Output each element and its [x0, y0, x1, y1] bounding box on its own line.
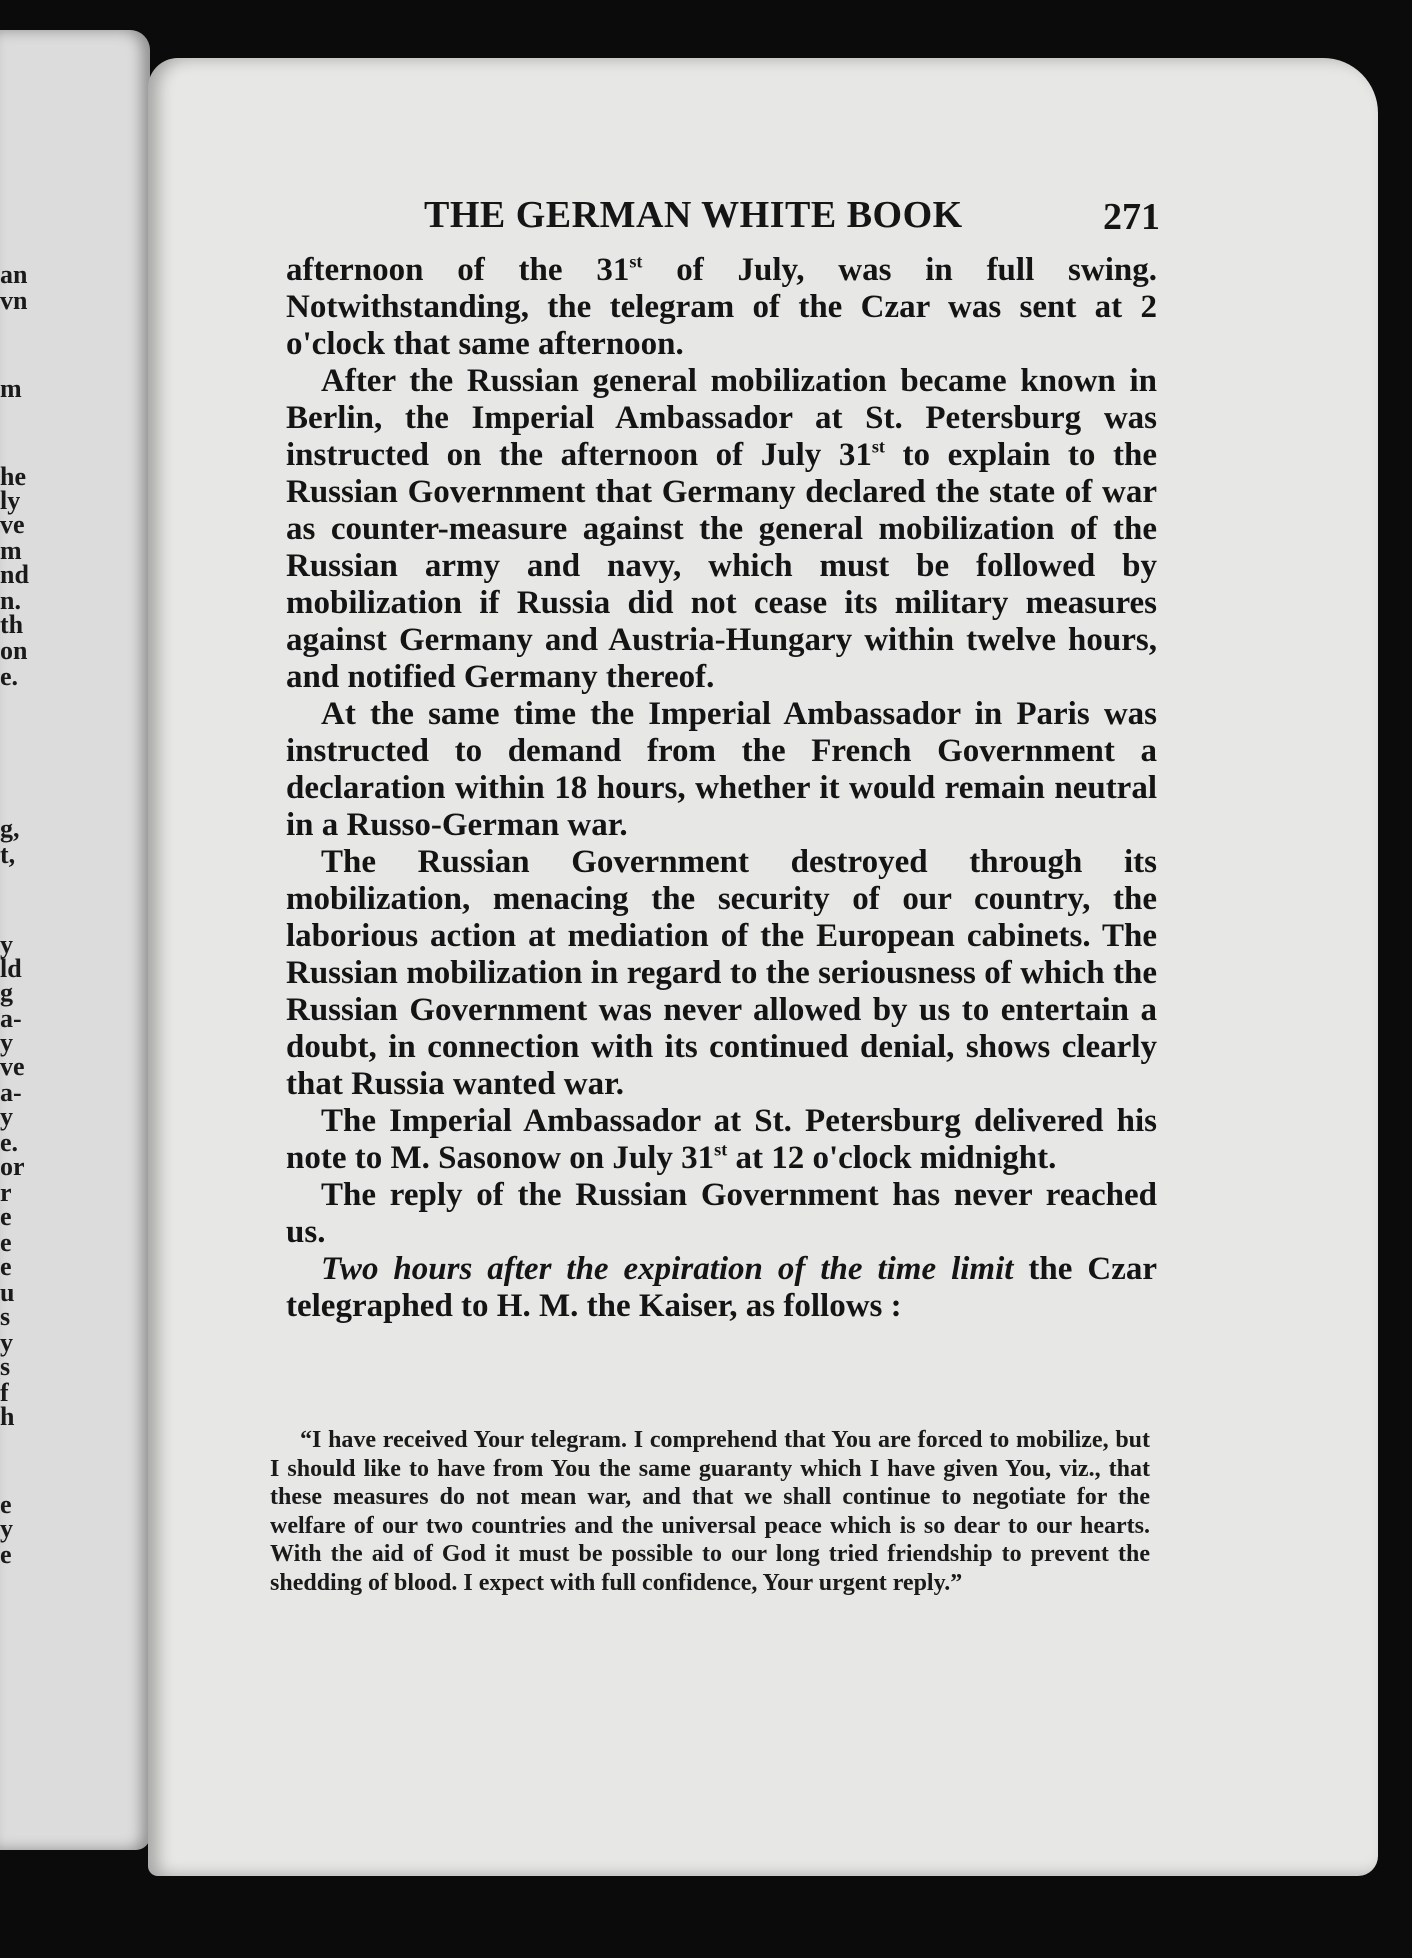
- left-page-fragment: m: [0, 374, 22, 403]
- left-page-fragment: y: [0, 1028, 13, 1057]
- left-page-fragment: u: [0, 1278, 15, 1307]
- left-page-fragment: h: [0, 1402, 15, 1431]
- left-page-fragment: on: [0, 636, 28, 665]
- page-number: 271: [1103, 196, 1160, 238]
- running-header: [424, 193, 1160, 241]
- left-page-fragment: n.: [0, 586, 21, 615]
- left-page-fragment: y: [0, 1514, 13, 1543]
- left-page-fragment: ve: [0, 1052, 25, 1081]
- left-page-fragment: g,: [0, 814, 20, 843]
- paragraph-4: The Russian Government destroyed through its mobilization, menacing the security of our country, the laborious action at mediation of the European cabinets. The Russian mobilization in regard to the seriousness of which the Russian Government was never allowed by us to entertain a doubt, in connection with its continued denial, shows clearly that Russia wanted war.: [286, 844, 1157, 1102]
- paragraph-1: afternoon of the 31st of July, was in full swing. Notwithstanding, the telegram of the Czar was sent at 2 o'clock that same afternoon.: [286, 251, 1157, 362]
- ordinal-suffix: st: [714, 1139, 728, 1160]
- left-page-fragment: an: [0, 260, 28, 289]
- italic-phrase: Two hours after the expiration of the time limit: [321, 1251, 1014, 1287]
- left-page-fragment: f: [0, 1378, 9, 1407]
- left-page-fragment: e: [0, 1490, 12, 1519]
- paragraph-2: After the Russian general mobilization became known in Berlin, the Imperial Ambassador at St. Petersburg was instructed on the afternoon of July 31st to explain to the Russian Government that Germany declared the state of war as counter-measure against the general mobilization of the Russian army and navy, which must be followed by mobilization if Russia did not cease its military measures against Germany and Austria-Hungary within twelve hours, and notified Germany thereof.: [286, 363, 1157, 695]
- left-page-fragment: a-: [0, 1004, 22, 1033]
- left-page-fragment: vn: [0, 286, 28, 315]
- left-page-fragment: th: [0, 610, 24, 639]
- ordinal-suffix: st: [871, 436, 885, 457]
- left-page-fragment: s: [0, 1302, 11, 1331]
- left-page-fragment: ve: [0, 510, 25, 539]
- left-page-fragment: ld: [0, 954, 22, 983]
- left-page-fragment: a-: [0, 1078, 22, 1107]
- left-page-fragment: e.: [0, 662, 19, 691]
- left-page-fragment: nd: [0, 560, 29, 589]
- left-page-edge: [0, 30, 150, 1850]
- left-page-fragment: he: [0, 462, 26, 491]
- paragraph-7-rest: the Czar telegraphed to H. M. the Kaiser, as follows :: [286, 1251, 1157, 1324]
- paragraph-3: At the same time the Imperial Ambassador in Paris was instructed to demand from the French Government a declaration within 18 hours, whether it would remain neutral in a Russo-German war.: [286, 696, 1157, 843]
- paragraph-7: [286, 1251, 1157, 1325]
- left-page-fragment: y: [0, 1328, 13, 1357]
- left-page-fragment: r: [0, 1178, 12, 1207]
- left-page-fragment: or: [0, 1152, 25, 1181]
- paragraph-6: The reply of the Russian Government has never reached us.: [286, 1177, 1157, 1250]
- left-page-fragment: e: [0, 1540, 12, 1569]
- left-page-fragment: y: [0, 1102, 13, 1131]
- running-title: THE GERMAN WHITE BOOK: [424, 194, 963, 236]
- left-page-fragment: e.: [0, 1128, 19, 1157]
- left-page-fragment: ly: [0, 486, 21, 515]
- paragraph-5: The Imperial Ambassador at St. Petersburg delivered his note to M. Sasonow on July 31st at 12 o'clock midnight.: [286, 1103, 1157, 1176]
- left-page-fragment: s: [0, 1352, 11, 1381]
- telegram-quote: “I have received Your telegram. I comprehend that You are forced to mobilize, but I should like to have from You the same guaranty which I have given You, viz., that these measures do not mean war, and that we shall continue to negotiate for the welfare of our two countries and the universal peace which is so dear to our hearts. With the aid of God it must be possible to our long tried friendship to prevent the shedding of blood. I expect with full confidence, Your urgent reply.”: [270, 1427, 1150, 1596]
- left-page-fragment: m: [0, 536, 22, 565]
- ordinal-suffix: st: [629, 251, 643, 272]
- left-page-fragment: g: [0, 978, 13, 1007]
- left-page-fragment: e: [0, 1202, 12, 1231]
- left-page-fragment: e: [0, 1228, 12, 1257]
- left-page-fragment: t,: [0, 840, 16, 869]
- body-text: [286, 252, 1157, 1325]
- left-page-fragment: e: [0, 1252, 12, 1281]
- left-page-fragment: y: [0, 930, 13, 959]
